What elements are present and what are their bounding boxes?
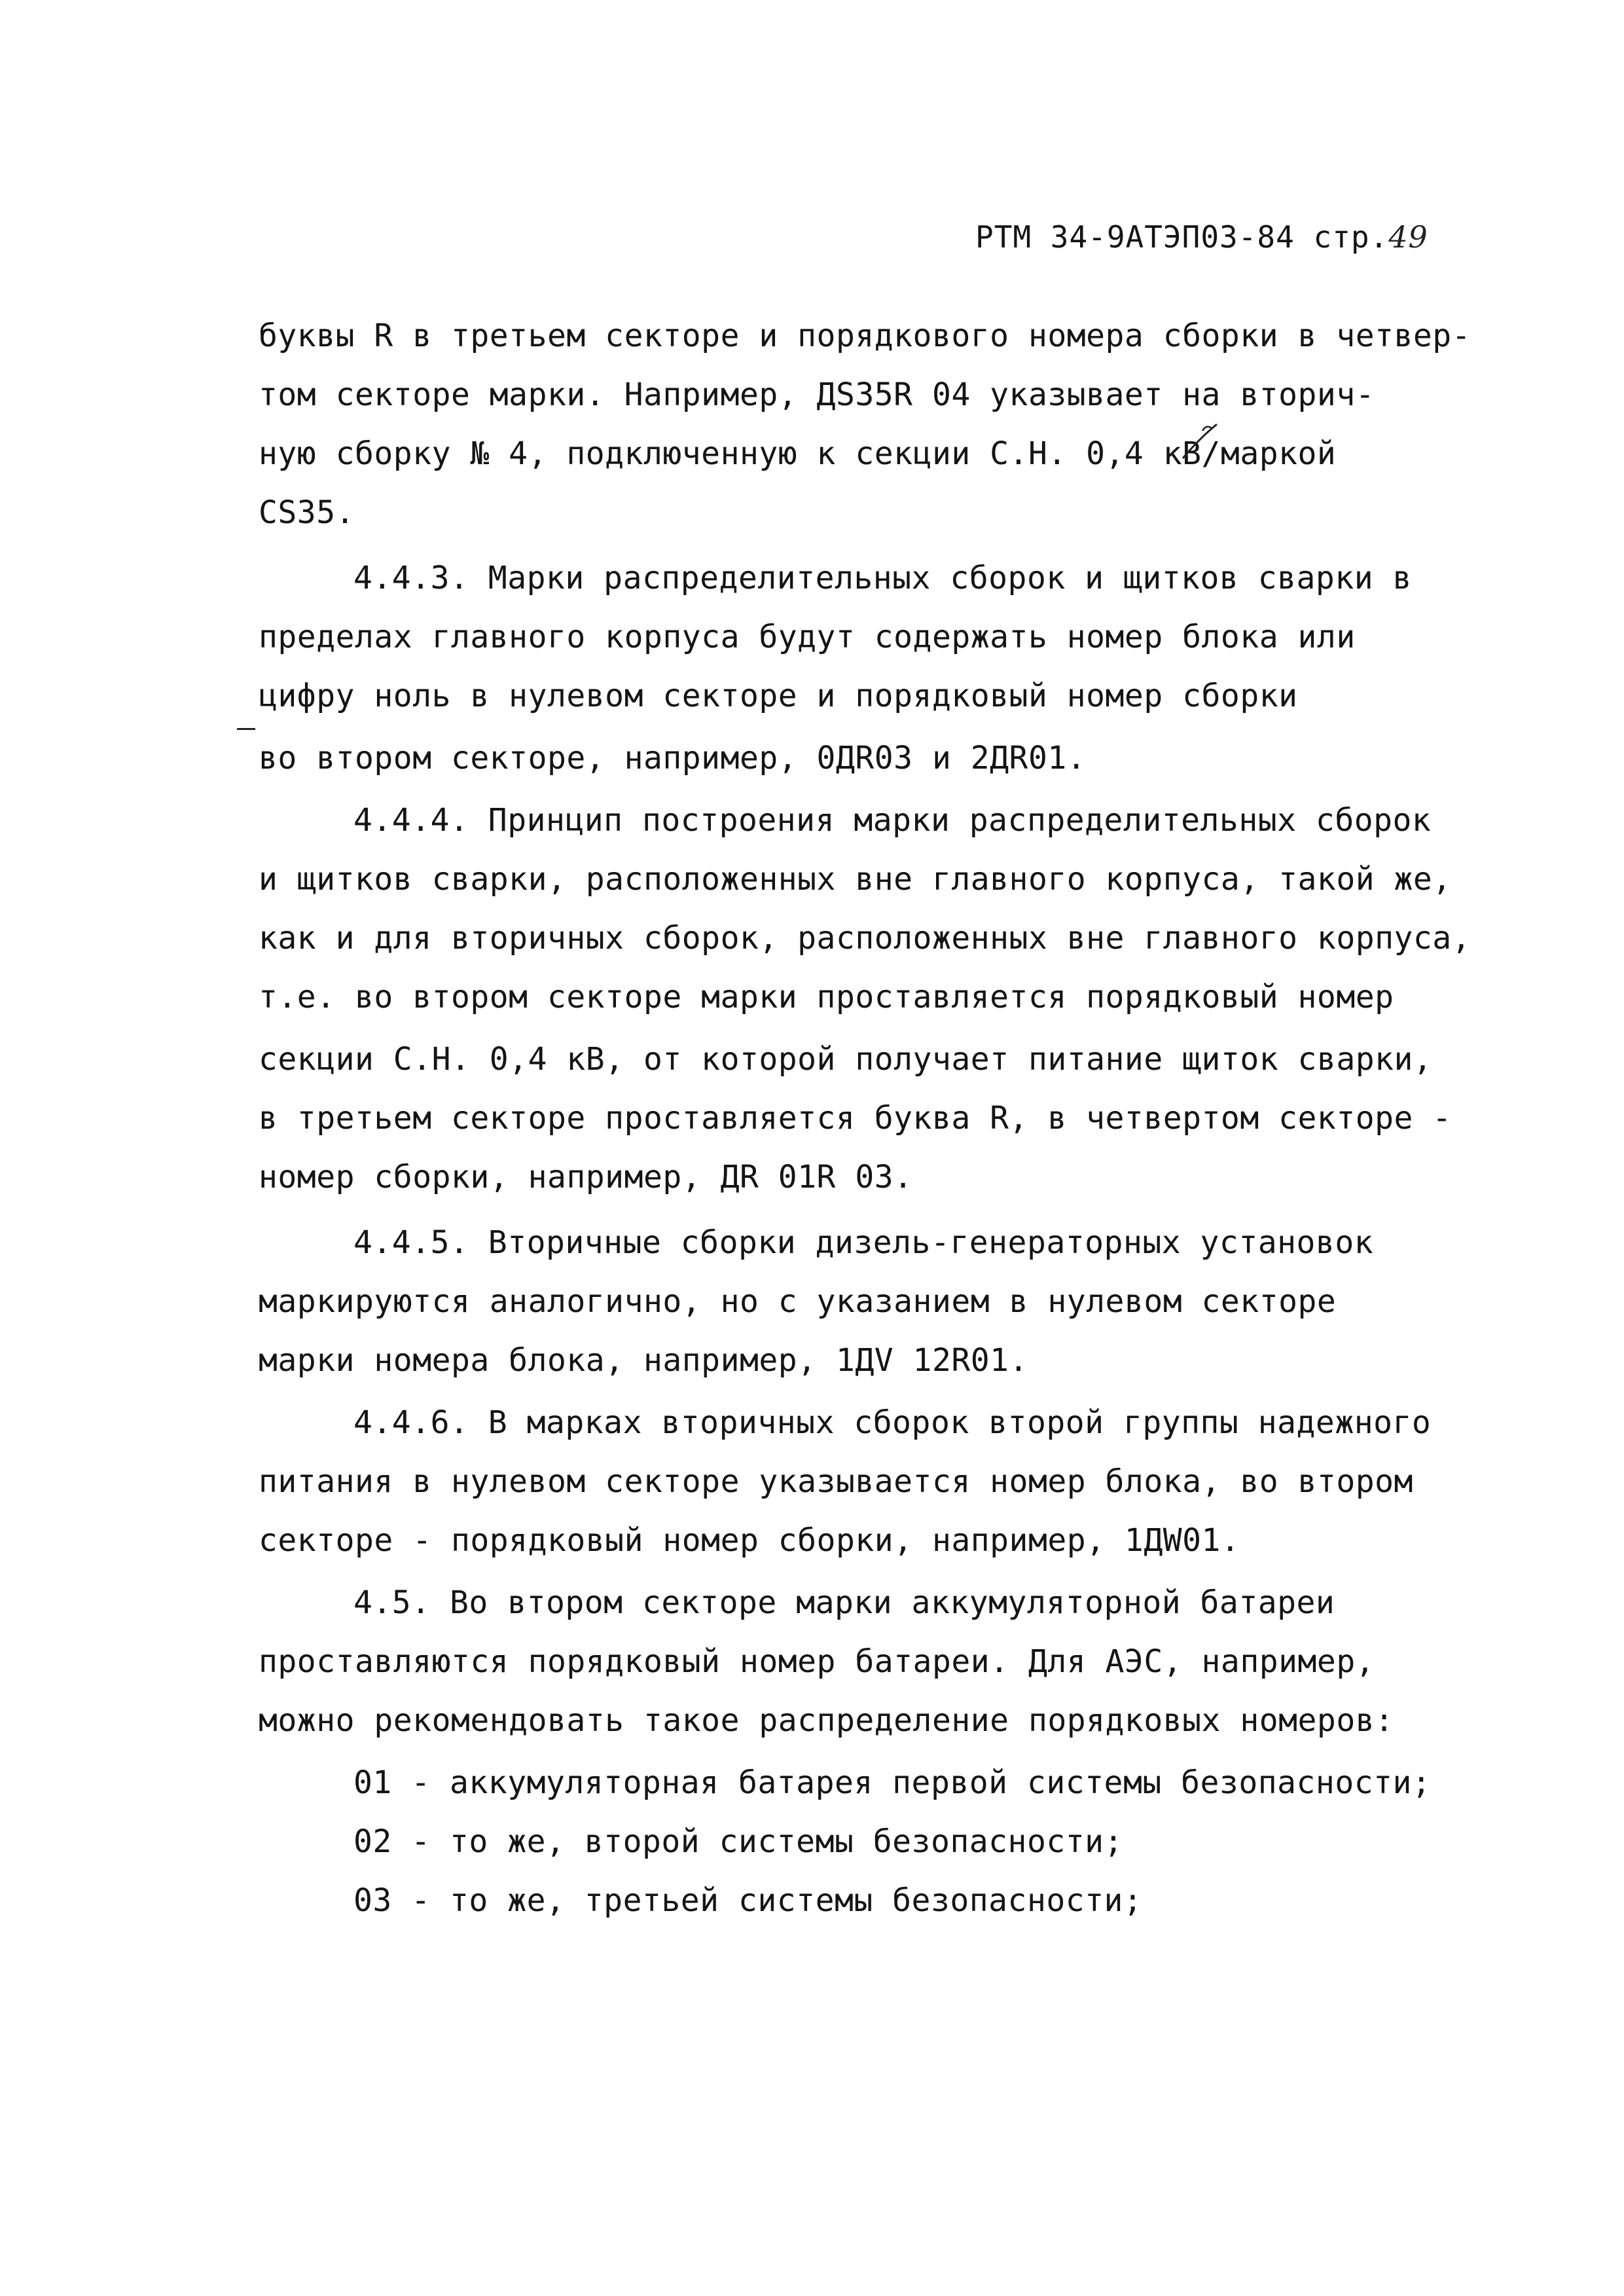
page-number: 49 (1388, 219, 1428, 255)
section-4-5-heading-line: 4.5. Во втором секторе марки аккумуляторной батареи (353, 1584, 1335, 1621)
document-code: РТМ 34-9АТЭП03-84 стр. (975, 219, 1389, 255)
text-line: пределах главного корпуса будут содержать номер блока или (259, 619, 1356, 655)
text-line: цифру ноль в нулевом секторе и порядковый номер сборки (259, 678, 1298, 714)
page-header (975, 219, 1428, 255)
list-item: 01 - аккумуляторная батарея первой системы безопасности; (353, 1764, 1432, 1801)
text-line: и щитков сварки, расположенных вне главного корпуса, такой же, (259, 861, 1452, 898)
text-line: проставляются порядковый номер батареи. Для АЭС, например, (259, 1643, 1375, 1680)
list-item: 02 - то же, второй системы безопасности; (353, 1823, 1123, 1860)
section-4-4-5-heading-line: 4.4.5. Вторичные сборки дизель-генераторных установок (353, 1224, 1374, 1261)
text-line: ную сборку № 4, подключенную к секции С.Н. 0,4 кВ/маркой (259, 435, 1337, 472)
handwritten-correction-mark (1176, 419, 1222, 465)
text-line: CS35. (259, 494, 355, 531)
text-line: в третьем секторе проставляется буква R, в четвертом секторе - (259, 1100, 1452, 1137)
section-4-4-6-heading-line: 4.4.6. В марках вторичных сборок второй группы надежного (353, 1404, 1432, 1441)
text-line: маркируются аналогично, но с указанием в нулевом секторе (259, 1283, 1337, 1320)
text-line: можно рекомендовать такое распределение порядковых номеров: (259, 1702, 1394, 1739)
text-line: марки номера блока, например, 1ДV 12R01. (259, 1342, 1028, 1379)
text-line: т.е. во втором секторе марки проставляется порядковый номер (259, 979, 1394, 1015)
text-line: буквы R в третьем секторе и порядкового номера сборки в четвер- (259, 318, 1471, 354)
section-4-4-4-heading-line: 4.4.4. Принцип построения марки распределительных сборок (353, 802, 1432, 839)
list-item: 03 - то же, третьей системы безопасности; (353, 1882, 1143, 1919)
text-line: питания в нулевом секторе указывается номер блока, во втором (259, 1463, 1413, 1500)
text-line: секторе - порядковый номер сборки, например, 1ДW01. (259, 1522, 1240, 1559)
section-4-4-3-heading-line: 4.4.3. Марки распределительных сборок и щитков сварки в (353, 560, 1412, 596)
text-line: секции С.Н. 0,4 кВ, от которой получает питание щиток сварки, (259, 1041, 1433, 1078)
text-line: том секторе марки. Например, ДS35R 04 указывает на вторич- (259, 376, 1375, 413)
text-line: номер сборки, например, ДR 01R 03. (259, 1159, 913, 1195)
text-line: как и для вторичных сборок, расположенных вне главного корпуса, (259, 920, 1471, 957)
text-line: во втором секторе, например, 0ДR03 и 2ДR01. (259, 740, 1087, 776)
margin-dash-mark (237, 728, 255, 730)
